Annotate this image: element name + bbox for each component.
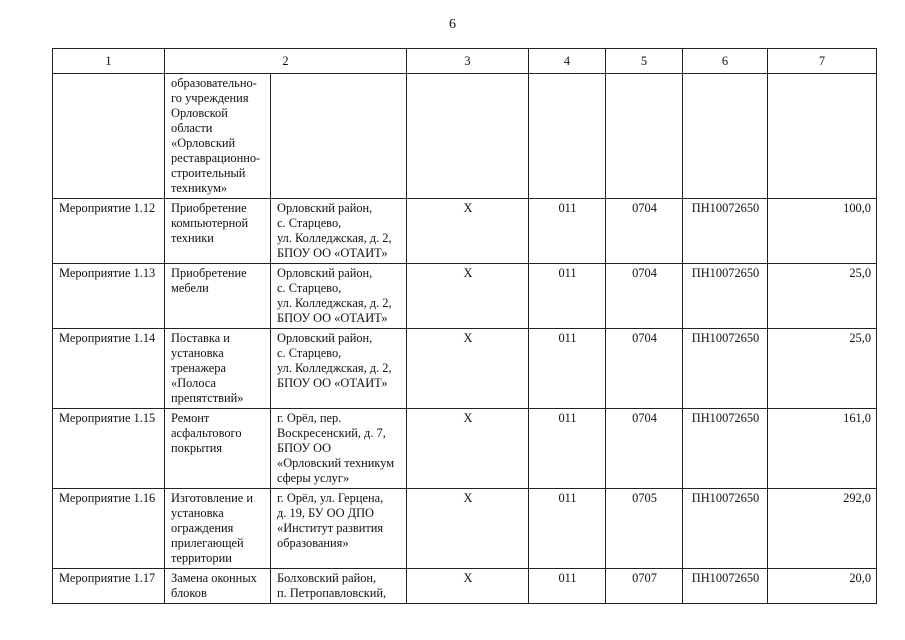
header-col-2: 2 — [165, 49, 407, 74]
measure-description-line: Приобретение — [171, 201, 247, 215]
measure-description-line: Изготовление и — [171, 491, 253, 505]
measure-description-line: асфальтового — [171, 426, 242, 440]
measure-description-line: ограждения — [171, 521, 234, 535]
amount-cell: 100,0 — [768, 199, 877, 264]
amount-cell: 25,0 — [768, 329, 877, 409]
amount-cell — [768, 74, 877, 199]
address-line: «Институт развития — [277, 521, 384, 535]
department-code-cell: 011 — [529, 329, 606, 409]
marker-cell — [407, 74, 529, 199]
measure-description-line: Приобретение — [171, 266, 247, 280]
marker-cell: Х — [407, 569, 529, 604]
budget-table — [52, 48, 877, 604]
address-cell — [271, 264, 407, 329]
table-row — [53, 329, 877, 409]
marker-cell: Х — [407, 409, 529, 489]
measure-description-line: территории — [171, 551, 232, 565]
department-code-cell: 011 — [529, 264, 606, 329]
department-code-cell: 011 — [529, 409, 606, 489]
address-line: «Орловский техникум — [277, 456, 395, 470]
address-line: Орловский район, — [277, 201, 373, 215]
measure-name-cell — [53, 409, 165, 489]
table-row — [53, 489, 877, 569]
address-line: БПОУ ОО «ОТАИТ» — [277, 311, 388, 325]
measure-description-line: мебели — [171, 281, 209, 295]
target-article-cell — [683, 74, 768, 199]
measure-description-line: тренажера — [171, 361, 226, 375]
section-code-cell: 0704 — [606, 199, 683, 264]
header-col-3: 3 — [407, 49, 529, 74]
header-col-5: 5 — [606, 49, 683, 74]
measure-description-line: прилегающей — [171, 536, 244, 550]
table-row — [53, 264, 877, 329]
address-line: Болховский район, — [277, 571, 377, 585]
address-cell — [271, 569, 407, 604]
address-line: с. Старцево, — [277, 216, 342, 230]
measure-name-cell — [53, 199, 165, 264]
measure-description-line: техникум» — [171, 181, 228, 195]
page-number: 6 — [449, 17, 456, 32]
measure-name-line: Мероприятие 1.15 — [59, 411, 156, 425]
address-line: сферы услуг» — [277, 471, 350, 485]
measure-name-cell — [53, 569, 165, 604]
section-code-cell: 0704 — [606, 329, 683, 409]
measure-description-line: «Орловский — [171, 136, 236, 150]
marker-cell: Х — [407, 329, 529, 409]
address-cell — [271, 409, 407, 489]
measure-description-line: препятствий» — [171, 391, 244, 405]
measure-description-cell — [165, 199, 271, 264]
measure-description-line: покрытия — [171, 441, 223, 455]
table-row — [53, 74, 877, 199]
address-line: БПОУ ОО — [277, 441, 332, 455]
measure-description-line: установка — [171, 346, 224, 360]
department-code-cell: 011 — [529, 489, 606, 569]
target-article-cell: ПН10072650 — [683, 409, 768, 489]
measure-description-line: техники — [171, 231, 214, 245]
measure-name-line: Мероприятие 1.13 — [59, 266, 156, 280]
address-line: Орловский район, — [277, 266, 373, 280]
address-line: ул. Колледжская, д. 2, — [277, 361, 392, 375]
measure-description-cell — [165, 569, 271, 604]
target-article-cell: ПН10072650 — [683, 199, 768, 264]
target-article-cell: ПН10072650 — [683, 489, 768, 569]
marker-cell: Х — [407, 489, 529, 569]
measure-description-line: компьютерной — [171, 216, 249, 230]
department-code-cell: 011 — [529, 569, 606, 604]
measure-description-line: го учреждения — [171, 91, 249, 105]
address-line: БПОУ ОО «ОТАИТ» — [277, 376, 388, 390]
measure-description-line: строительный — [171, 166, 246, 180]
measure-description-line: установка — [171, 506, 224, 520]
address-line: г. Орёл, ул. Герцена, — [277, 491, 384, 505]
measure-name-cell — [53, 74, 165, 199]
address-line: г. Орёл, пер. — [277, 411, 342, 425]
header-col-1: 1 — [53, 49, 165, 74]
amount-cell: 161,0 — [768, 409, 877, 489]
section-code-cell: 0704 — [606, 264, 683, 329]
address-line: с. Старцево, — [277, 281, 342, 295]
measure-description-cell — [165, 264, 271, 329]
measure-name-line: Мероприятие 1.14 — [59, 331, 156, 345]
address-cell — [271, 74, 407, 199]
marker-cell: Х — [407, 199, 529, 264]
address-line: образования» — [277, 536, 349, 550]
address-line: Орловский район, — [277, 331, 373, 345]
measure-description-line: области — [171, 121, 213, 135]
address-line: БПОУ ОО «ОТАИТ» — [277, 246, 388, 260]
measure-description-line: Поставка и — [171, 331, 230, 345]
measure-description-line: Ремонт — [171, 411, 210, 425]
measure-name-cell — [53, 489, 165, 569]
amount-cell: 292,0 — [768, 489, 877, 569]
measure-description-cell — [165, 489, 271, 569]
section-code-cell: 0707 — [606, 569, 683, 604]
measure-name-cell — [53, 329, 165, 409]
marker-cell: Х — [407, 264, 529, 329]
address-line: Воскресенский, д. 7, — [277, 426, 386, 440]
amount-cell: 20,0 — [768, 569, 877, 604]
measure-description-line: «Полоса — [171, 376, 217, 390]
header-col-7: 7 — [768, 49, 877, 74]
measure-name-line: Мероприятие 1.17 — [59, 571, 156, 585]
measure-description-cell — [165, 329, 271, 409]
address-cell — [271, 329, 407, 409]
header-col-6: 6 — [683, 49, 768, 74]
target-article-cell: ПН10072650 — [683, 569, 768, 604]
target-article-cell: ПН10072650 — [683, 264, 768, 329]
measure-description-line: Орловской — [171, 106, 228, 120]
target-article-cell: ПН10072650 — [683, 329, 768, 409]
address-line: п. Петропавловский, — [277, 586, 387, 600]
measure-name-cell — [53, 264, 165, 329]
measure-description-cell — [165, 74, 271, 199]
address-line: ул. Колледжская, д. 2, — [277, 296, 392, 310]
table-row — [53, 199, 877, 264]
department-code-cell — [529, 74, 606, 199]
department-code-cell: 011 — [529, 199, 606, 264]
measure-name-line: Мероприятие 1.16 — [59, 491, 156, 505]
address-cell — [271, 489, 407, 569]
measure-description-line: блоков — [171, 586, 207, 600]
measure-description-cell — [165, 409, 271, 489]
measure-description-line: образовательно- — [171, 76, 257, 90]
header-row — [53, 49, 877, 74]
section-code-cell: 0705 — [606, 489, 683, 569]
measure-name-line: Мероприятие 1.12 — [59, 201, 156, 215]
amount-cell: 25,0 — [768, 264, 877, 329]
table-row — [53, 409, 877, 489]
address-line: ул. Колледжская, д. 2, — [277, 231, 392, 245]
address-line: д. 19, БУ ОО ДПО — [277, 506, 374, 520]
section-code-cell: 0704 — [606, 409, 683, 489]
measure-description-line: реставрационно- — [171, 151, 261, 165]
section-code-cell — [606, 74, 683, 199]
header-col-4: 4 — [529, 49, 606, 74]
address-line: с. Старцево, — [277, 346, 342, 360]
table-row — [53, 569, 877, 604]
address-cell — [271, 199, 407, 264]
measure-description-line: Замена оконных — [171, 571, 257, 585]
